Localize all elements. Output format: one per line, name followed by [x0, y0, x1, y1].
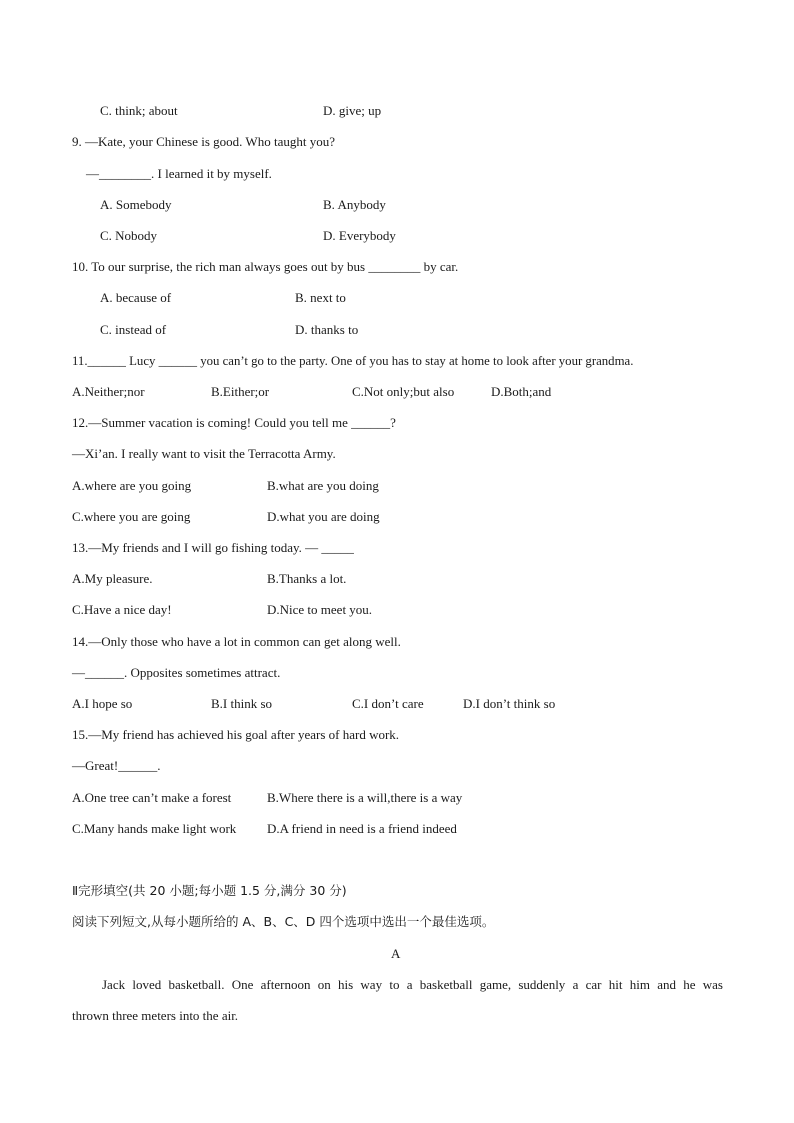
- q9-option-b: B. Anybody: [323, 197, 386, 212]
- q11-option-a: A.Neither;nor: [72, 384, 145, 399]
- q15-reply: —Great!______.: [72, 758, 161, 773]
- q13-option-c: C.Have a nice day!: [72, 602, 172, 617]
- q10-stem: 10. To our surprise, the rich man always goes out by bus ________ by car.: [72, 259, 459, 274]
- q14-option-b: B.I think so: [211, 696, 273, 711]
- q14-option-d: D.I don’t think so: [463, 696, 556, 711]
- q12-option-b: B.what are you doing: [267, 478, 379, 493]
- q14-reply: —______. Opposites sometimes attract.: [72, 665, 281, 680]
- q10-option-b: B. next to: [295, 290, 346, 305]
- q15-option-a: A.One tree can’t make a forest: [72, 790, 232, 805]
- q8-option-d: D. give; up: [323, 103, 382, 118]
- q15-stem: 15.—My friend has achieved his goal after years of hard work.: [72, 727, 400, 742]
- q14-stem: 14.—Only those who have a lot in common can get along well.: [72, 634, 401, 649]
- q12-option-d: D.what you are doing: [267, 509, 380, 524]
- q8-option-c: C. think; about: [100, 103, 178, 118]
- q13-option-d: D.Nice to meet you.: [267, 602, 373, 617]
- q11-option-c: C.Not only;but also: [352, 384, 455, 399]
- section-heading: Ⅱ完形填空(共 20 小题;每小题 1.5 分,满分 30 分): [72, 883, 347, 898]
- q11-stem: 11.______ Lucy ______ you can’t go to the party. One of you has to stay at home to look after your grandma.: [72, 354, 634, 368]
- q14-option-c: C.I don’t care: [352, 696, 424, 711]
- q14-option-a: A.I hope so: [72, 696, 133, 711]
- q12-reply: —Xi’an. I really want to visit the Terracotta Army.: [72, 446, 336, 461]
- q13-option-a: A.My pleasure.: [72, 571, 153, 586]
- q10-option-d: D. thanks to: [295, 322, 359, 337]
- q12-option-a: A.where are you going: [72, 478, 192, 493]
- q13-option-b: B.Thanks a lot.: [267, 571, 347, 586]
- q9-reply: —________. I learned it by myself.: [86, 166, 272, 181]
- passage-label: A: [391, 946, 401, 961]
- passage-line-2: thrown three meters into the air.: [72, 1008, 239, 1023]
- q11-option-d: D.Both;and: [491, 384, 552, 399]
- q10-option-a: A. because of: [100, 290, 172, 305]
- passage-line-1: Jack loved basketball. One afternoon on his way to a basketball game, suddenly a car hit him and he was: [102, 977, 723, 992]
- section-instruction: 阅读下列短文,从每小题所给的 A、B、C、D 四个选项中选出一个最佳选项。: [72, 914, 495, 929]
- q12-option-c: C.where you are going: [72, 509, 191, 524]
- q13-stem: 13.—My friends and I will go fishing today. — _____: [72, 540, 354, 555]
- q9-option-d: D. Everybody: [323, 228, 396, 243]
- q10-option-c: C. instead of: [100, 322, 167, 337]
- q12-stem: 12.—Summer vacation is coming! Could you tell me ______?: [72, 415, 396, 430]
- q9-option-a: A. Somebody: [100, 197, 172, 212]
- q9-option-c: C. Nobody: [100, 228, 158, 243]
- q15-option-d: D.A friend in need is a friend indeed: [267, 821, 457, 836]
- q15-option-b: B.Where there is a will,there is a way: [267, 790, 463, 805]
- q15-option-c: C.Many hands make light work: [72, 821, 237, 836]
- q11-option-b: B.Either;or: [211, 384, 270, 399]
- q9-stem: 9. —Kate, your Chinese is good. Who taught you?: [72, 134, 335, 149]
